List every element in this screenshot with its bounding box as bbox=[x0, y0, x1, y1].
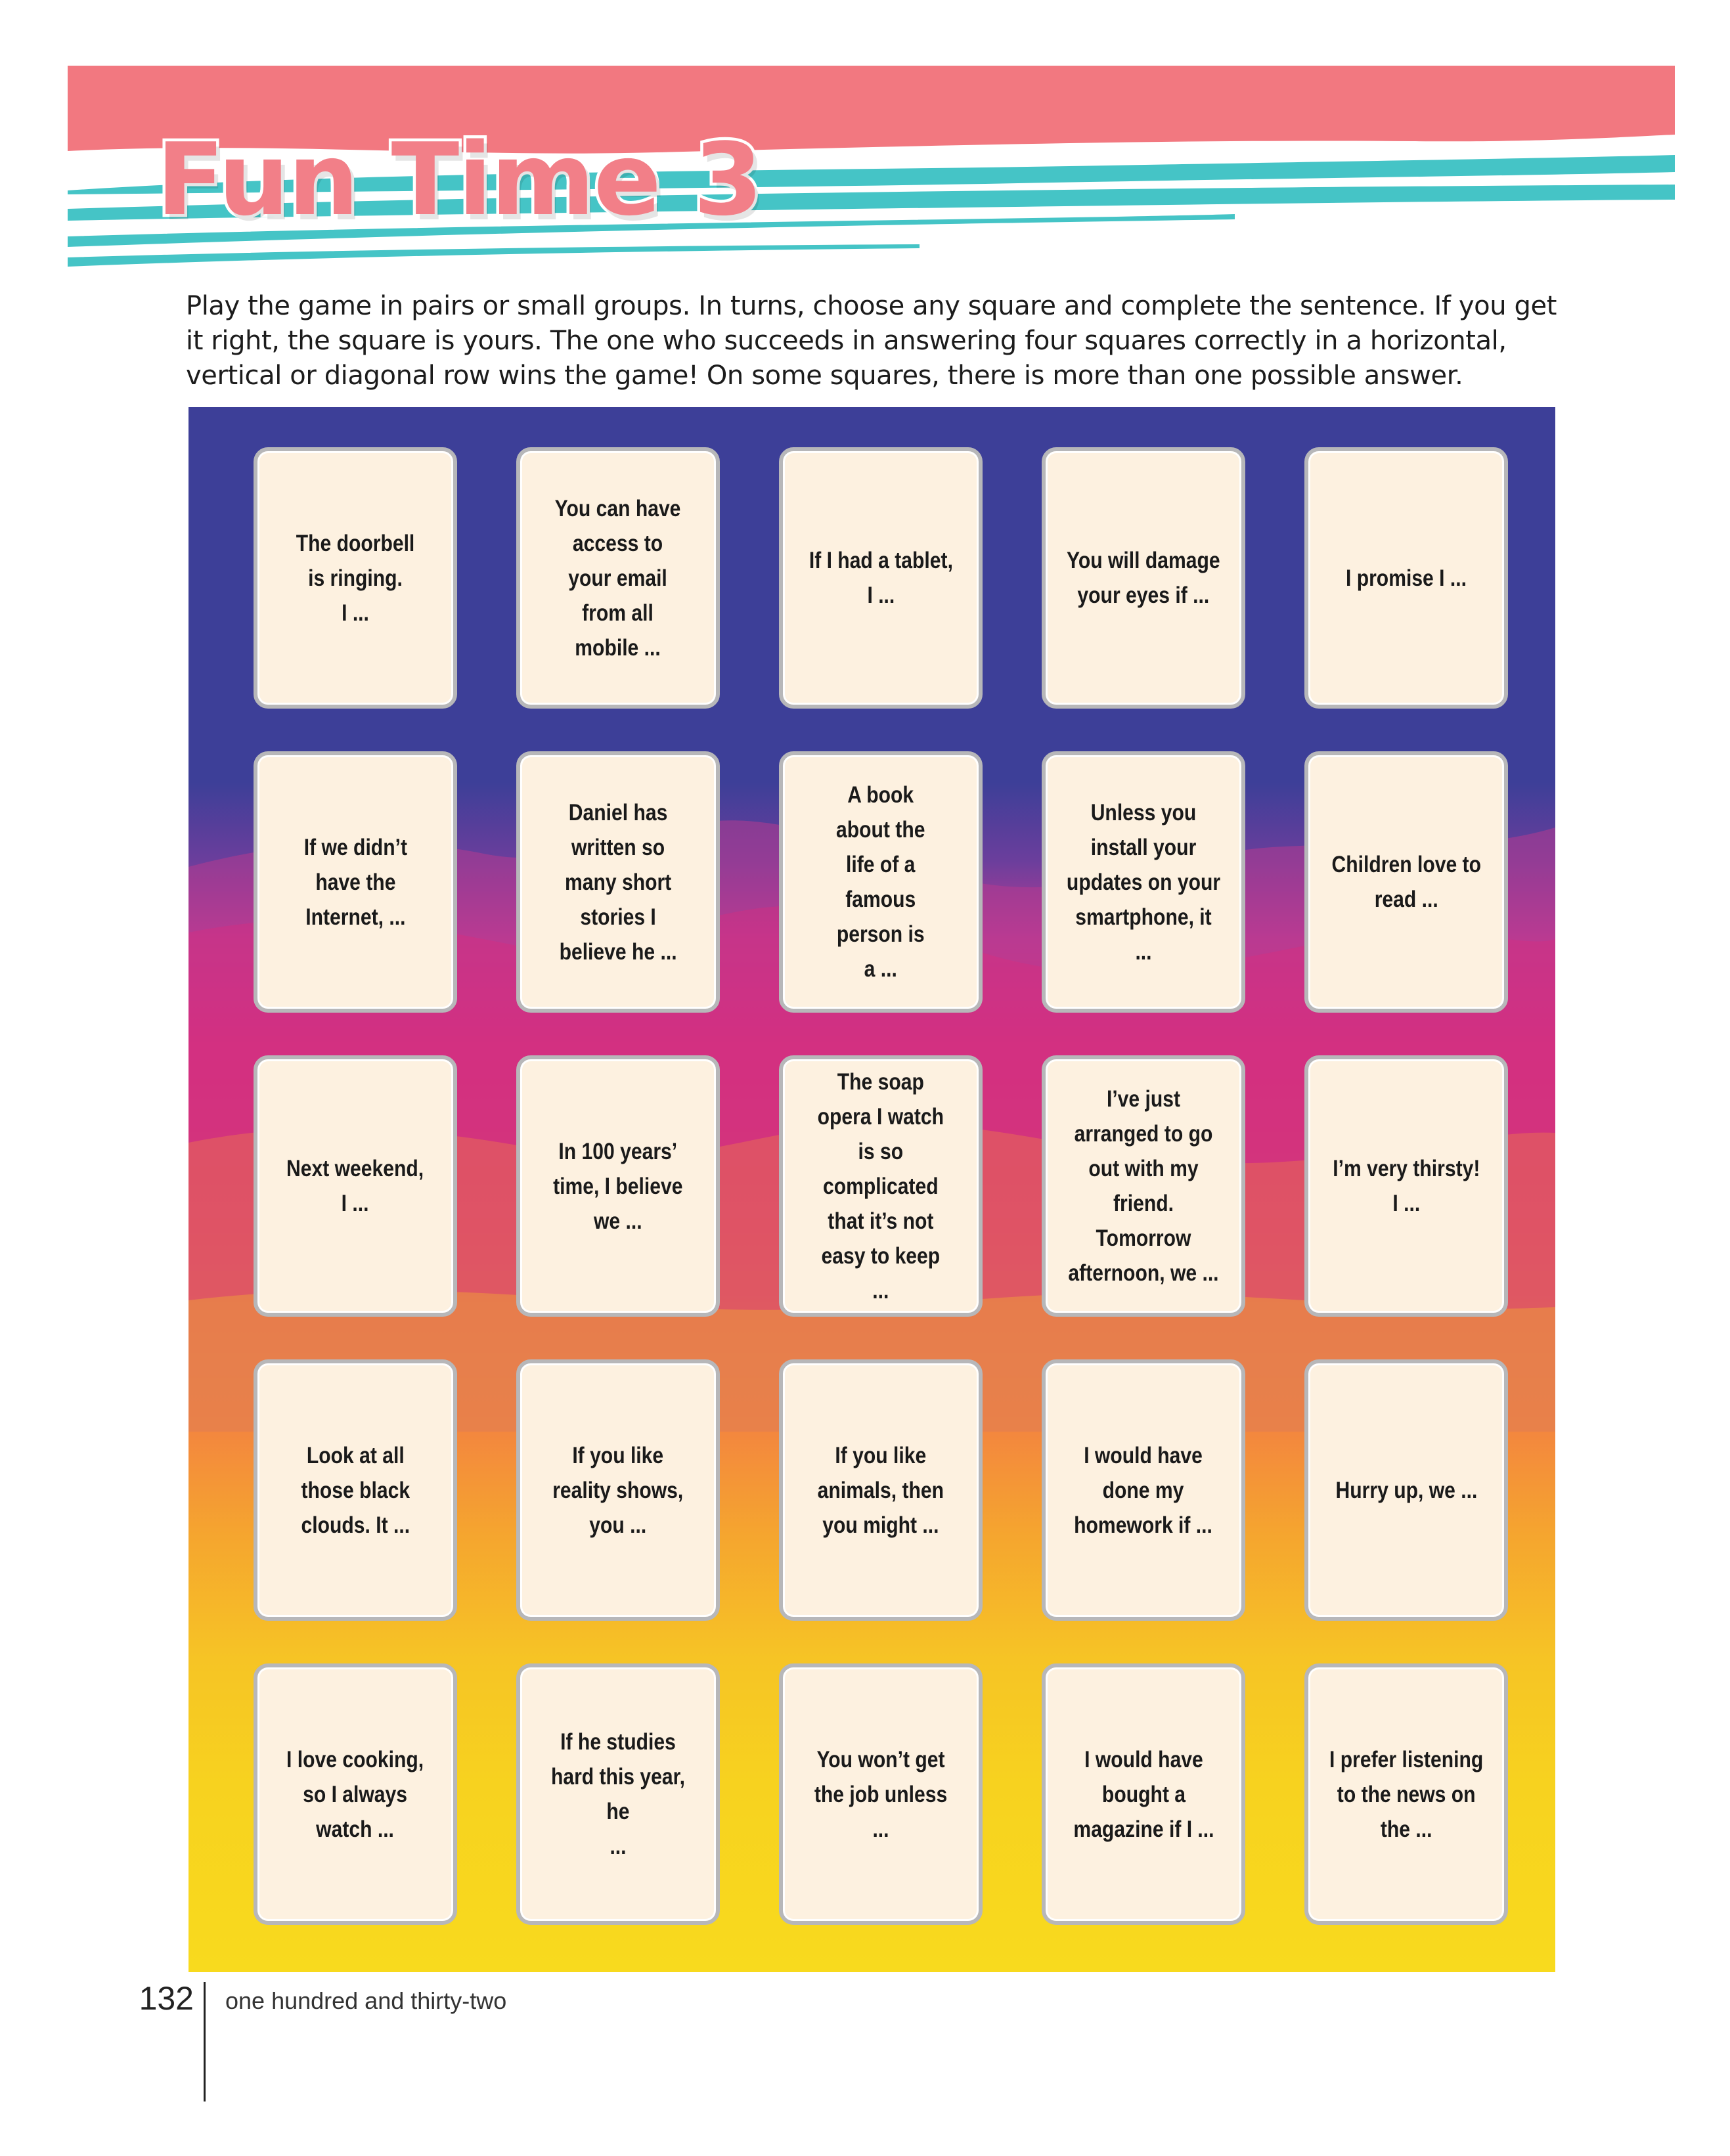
square-r3-c1[interactable] bbox=[254, 1055, 457, 1317]
square-r2-c5[interactable] bbox=[1304, 751, 1508, 1013]
instructions-text: Play the game in pairs or small groups. In turns, choose any square and complete the sentence. If you get it right, the square is yours. The one who succeeds in answering four squares correctly in a horizontal, vertical or diagonal row wins the game! On some squares, there is more than one possible answer. bbox=[186, 291, 1557, 391]
square-text: Daniel has written so many short stories I believe he ... bbox=[559, 799, 677, 965]
square-text: I love cooking, so I always watch ... bbox=[286, 1746, 424, 1842]
square-text: I would have done my homework if ... bbox=[1074, 1442, 1213, 1538]
square-r1-c3[interactable] bbox=[779, 447, 983, 709]
square-r4-c4[interactable] bbox=[1042, 1359, 1245, 1621]
square-r1-c4[interactable] bbox=[1042, 447, 1245, 709]
square-r3-c2[interactable] bbox=[516, 1055, 720, 1317]
square-text: Hurry up, we ... bbox=[1335, 1477, 1477, 1503]
square-text: I promise I ... bbox=[1345, 565, 1467, 591]
square-text: A book about the life of a famous person is a ... bbox=[836, 782, 925, 982]
square-r1-c2[interactable] bbox=[516, 447, 720, 709]
square-text: If we didn’t have the Internet, ... bbox=[303, 834, 407, 930]
square-text: The doorbell is ringing. I ... bbox=[296, 530, 415, 626]
page-number-words: one hundred and thirty-two bbox=[225, 1987, 507, 2014]
square-r2-c1[interactable] bbox=[254, 751, 457, 1013]
page-title: Fun Time 3 bbox=[156, 121, 762, 238]
square-text: Look at all those black clouds. It ... bbox=[301, 1442, 410, 1538]
square-text: You won’t get the job unless ... bbox=[814, 1746, 948, 1842]
square-r3-c3[interactable] bbox=[779, 1055, 983, 1317]
square-r1-c1[interactable] bbox=[254, 447, 457, 709]
square-r3-c4[interactable] bbox=[1042, 1055, 1245, 1317]
square-r2-c3[interactable] bbox=[779, 751, 983, 1013]
square-text: The soap opera I watch is so complicated that it’s not easy to keep ... bbox=[817, 1068, 944, 1304]
square-text: If I had a tablet, I ... bbox=[809, 548, 953, 608]
square-r1-c5[interactable] bbox=[1304, 447, 1508, 709]
square-text: I’m very thirsty! I ... bbox=[1332, 1156, 1480, 1216]
page-number: 132 bbox=[139, 1980, 194, 2017]
footer-divider bbox=[204, 1982, 206, 2101]
square-r5-c3[interactable] bbox=[779, 1663, 983, 1925]
square-r2-c2[interactable] bbox=[516, 751, 720, 1013]
square-r5-c5[interactable] bbox=[1304, 1663, 1508, 1925]
square-r4-c5[interactable] bbox=[1304, 1359, 1508, 1621]
square-text: Children love to read ... bbox=[1331, 852, 1481, 912]
square-text: I would have bought a magazine if I ... bbox=[1073, 1746, 1214, 1842]
square-text: If you like reality shows, you ... bbox=[552, 1442, 684, 1538]
square-text: You will damage your eyes if ... bbox=[1067, 548, 1220, 608]
square-r4-c1[interactable] bbox=[254, 1359, 457, 1621]
square-text: You can have access to your email from all mobile ... bbox=[555, 495, 681, 661]
square-r5-c2[interactable] bbox=[516, 1663, 720, 1925]
square-text: In 100 years’ time, I believe we ... bbox=[553, 1138, 683, 1234]
square-text: I prefer listening to the news on the ... bbox=[1329, 1746, 1484, 1842]
square-r3-c5[interactable] bbox=[1304, 1055, 1508, 1317]
square-text: If he studies hard this year, he ... bbox=[550, 1729, 686, 1859]
square-r5-c1[interactable] bbox=[254, 1663, 457, 1925]
game-board bbox=[189, 407, 1555, 1972]
square-text: I’ve just arranged to go out with my friend. Tomorrow afternoon, we ... bbox=[1068, 1086, 1219, 1286]
square-text: If you like animals, then you might ... bbox=[817, 1442, 944, 1538]
square-r5-c4[interactable] bbox=[1042, 1663, 1245, 1925]
square-text: Unless you install your updates on your smartphone, it ... bbox=[1066, 799, 1221, 965]
square-text: Next weekend, I ... bbox=[286, 1156, 424, 1216]
square-r4-c3[interactable] bbox=[779, 1359, 983, 1621]
square-r2-c4[interactable] bbox=[1042, 751, 1245, 1013]
square-r4-c2[interactable] bbox=[516, 1359, 720, 1621]
